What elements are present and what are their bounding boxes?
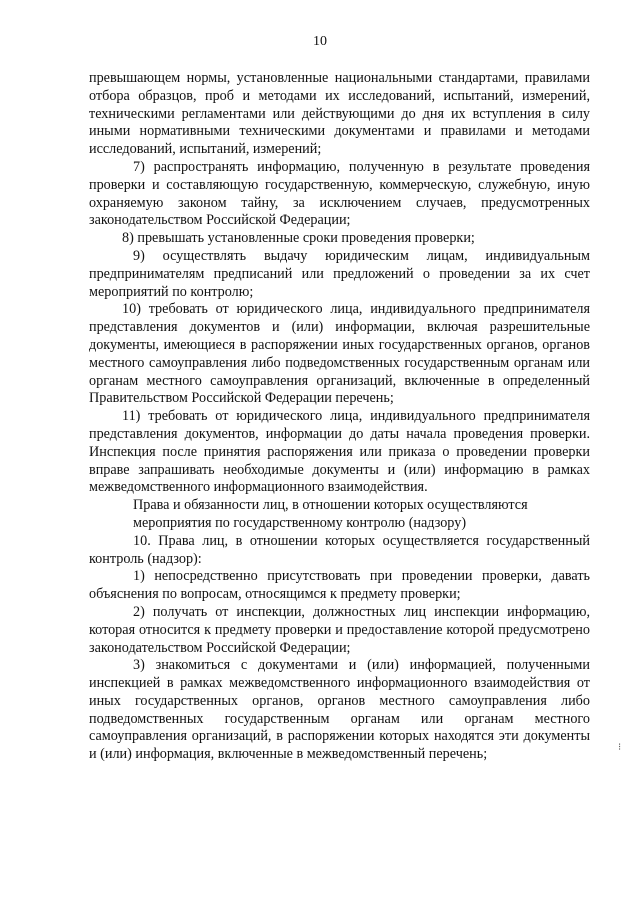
section-heading [89,497,590,533]
section-heading-line-2: мероприятия по государственному контролю (надзору) [133,514,467,531]
clause-10: 10. Права лиц, в отношении которых осуществляется государственный контроль (надзор): [89,532,590,567]
list-item-10: 10) требовать от юридического лица, индивидуального предпринимателя представления документов и (или) информации, включая разрешительные документы, имеющиеся в распоряжении иных государственных органов, органов местного самоуправления либо подведомственных государственным органам или органам местного самоуправления организаций, включенные в определенный Правительством Российской Федерации перечень; [89,301,590,407]
list-item-9: 9) осуществлять выдачу юридическим лицам, индивидуальным предпринимателям предписаний или предложений о проведении за их счет мероприятий по контролю; [89,247,590,300]
list-item-8: 8) превышать установленные сроки проведения проверки; [122,230,475,247]
margin-mark: ⁝ [618,742,622,753]
paragraph-continuation: превышающем нормы, установленные национальными стандартами, правилами отбора образцов, проб и методами их исследований, испытаний, измерений, техническими регламентами или действующими до дня их вступления в силу иными нормативными техническими документами и правилами и методами исследований, испытаний, измерений; [89,70,590,158]
document-body [89,70,590,764]
list-item-7: 7) распространять информацию, полученную в результате проведения проверки и составляющую государственную, коммерческую, служебную, иную охраняемую законом тайну, за исключением случаев, предусмотренных законодательством Российской Федерации; [89,158,590,229]
list-item-11: 11) требовать от юридического лица, индивидуального предпринимателя представления документов, информации до даты начала проведения проверки. Инспекция после принятия распоряжения или приказа о проведении проверки вправе запрашивать необходимые документы и (или) информацию в рамках межведомственного информационного взаимодействия. [89,408,590,496]
rights-item-3: 3) знакомиться с документами и (или) информацией, полученными инспекцией в рамках межведомственного информационного взаимодействия от иных государственных органов, органов местного самоуправления либо подведомственных государственным органам или органам местного самоуправления организаций, в распоряжении которых находятся эти документы и (или) информация, включенные в межведомственный перечень; [89,657,590,763]
section-heading-line-1: Права и обязанности лиц, в отношении которых осуществляются [133,497,528,514]
page-number: 10 [313,34,327,49]
rights-item-1: 1) непосредственно присутствовать при проведении проверки, давать объяснения по вопросам, относящимся к предмету проверки; [89,568,590,603]
rights-item-2: 2) получать от инспекции, должностных лиц инспекции информацию, которая относится к предмету проверки и предоставление которой предусмотрено законодательством Российской Федерации; [89,603,590,656]
